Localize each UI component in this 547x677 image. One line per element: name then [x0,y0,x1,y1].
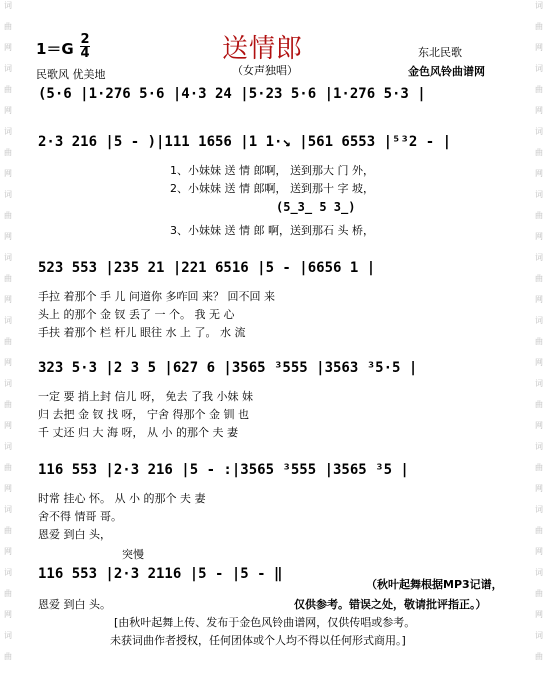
watermark-char: 曲 [535,22,543,31]
lyrics-row-3-verse-1: 手拉 着那个 手 儿 问道你 多咋回 来？ 回不回 来 [38,290,275,303]
transcriber-note-2: 仅供参考。错误之处，敬请批评指正。） [294,598,487,611]
watermark-char: 网 [535,484,543,493]
performance-type: （女声独唱） [232,64,298,77]
watermark-char: 网 [4,169,12,178]
watermark-char: 曲 [4,652,12,661]
lyrics-row-5-verse-2: 舍不得 情哥 哥。 [38,510,122,523]
watermark-char: 曲 [4,148,12,157]
watermark-char: 词 [4,1,12,10]
time-signature-bottom: 4 [80,46,90,61]
watermark-char: 词 [535,316,543,325]
watermark-char: 网 [535,43,543,52]
song-origin: 东北民歌 [418,46,462,59]
watermark-char: 曲 [4,400,12,409]
watermark-char: 词 [4,127,12,136]
watermark-char: 网 [535,547,543,556]
score-row-1: (5·6 |1·276 5·6 |4·3 24 |5·23 5·6 |1·276 5·3 | [38,86,426,102]
watermark-char: 曲 [535,274,543,283]
right-watermark-column [533,0,545,672]
lyrics-row-2-verse-1: 1、小妹妹 送 情 郎啊， 送到那大 门 外， [170,164,374,177]
lyrics-row-4-verse-3: 千 丈还 归 大 海 呀， 从 小 的那个 夫 妻 [38,426,238,439]
watermark-char: 词 [535,253,543,262]
lyrics-row-2-verse-3: 3、小妹妹 送 情 郎 啊，送到那石 头 桥， [170,224,374,237]
watermark-char: 词 [535,190,543,199]
footer-line-2: 未获词曲作者授权，任何团体或个人均不得以任何形式商用。] [110,634,406,647]
watermark-char: 词 [535,505,543,514]
watermark-char: 网 [535,232,543,241]
interlude-notes: (5̲3̲ 5 3̲) [276,200,356,214]
watermark-char: 词 [4,64,12,73]
watermark-char: 曲 [535,589,543,598]
time-signature [80,34,90,59]
lyrics-row-3-verse-2: 头上 的那个 金 钗 丢了 一 个。 我 无 心 [38,308,235,321]
watermark-char: 词 [4,631,12,640]
time-signature-top: 2 [80,32,90,47]
lyrics-row-5-verse-1: 时常 挂心 怀。 从 小 的那个 夫 妻 [38,492,206,505]
watermark-char: 曲 [535,652,543,661]
watermark-char: 词 [4,316,12,325]
watermark-char: 网 [535,106,543,115]
watermark-char: 词 [4,442,12,451]
score-row-6: 116 553 |2·3 2116 |5 - |5 - ‖ [38,566,283,582]
footer-line-1: [由秋叶起舞上传、发布于金色风铃曲谱网，仅供传唱或参考。 [114,616,416,629]
transcriber-note-1: （秋叶起舞根据MP3记谱， [366,578,503,591]
key-signature: 1＝G [36,40,74,58]
watermark-char: 曲 [535,400,543,409]
tempo-marking: 突慢 [122,548,144,561]
watermark-char: 网 [4,484,12,493]
watermark-char: 词 [4,379,12,388]
score-row-5: 116 553 |2·3 216 |5 - :|3565 ³555 |3565 ³5 | [38,462,409,478]
watermark-char: 词 [535,631,543,640]
watermark-char: 网 [4,232,12,241]
watermark-char: 网 [535,169,543,178]
score-row-3: 523 553 |235 21 |221 6516 |5 - |6656 1 | [38,260,376,276]
watermark-char: 词 [4,505,12,514]
performance-style: 民歌风 优美地 [36,68,106,81]
watermark-char: 曲 [4,337,12,346]
watermark-char: 词 [535,442,543,451]
watermark-char: 曲 [535,148,543,157]
watermark-char: 网 [535,358,543,367]
watermark-char: 网 [4,421,12,430]
watermark-char: 词 [535,64,543,73]
watermark-char: 词 [535,568,543,577]
watermark-char: 网 [4,358,12,367]
left-watermark-column [2,0,14,672]
watermark-char: 网 [4,106,12,115]
watermark-char: 词 [4,568,12,577]
watermark-char: 网 [4,295,12,304]
score-row-2: 2·3 216 |5 - )|111 1656 |1 1·↘ |561 6553 |⁵³2 - | [38,134,452,150]
watermark-char: 曲 [535,211,543,220]
watermark-char: 词 [4,190,12,199]
watermark-char: 曲 [4,526,12,535]
song-title: 送情郎 [222,34,304,64]
lyrics-row-3-verse-3: 手扶 着那个 栏 杆儿 眼往 水 上 了。 水 流 [38,326,246,339]
lyrics-row-6: 恩爱 到白 头。 [38,598,111,611]
watermark-char: 网 [535,295,543,304]
watermark-char: 曲 [535,463,543,472]
lyrics-row-5-verse-3: 恩爱 到白 头， [38,528,111,541]
watermark-char: 曲 [535,85,543,94]
lyrics-row-4-verse-1: 一定 要 捎上封 信儿 呀， 免去 了我 小妹 妹 [38,390,253,403]
lyrics-row-4-verse-2: 归 去把 金 钗 找 呀， 宁舍 得那个 金 钏 也 [38,408,249,421]
lyrics-row-2-verse-2: 2、小妹妹 送 情 郎啊， 送到那十 字 坡， [170,182,374,195]
watermark-char: 网 [4,610,12,619]
watermark-char: 词 [535,127,543,136]
watermark-char: 曲 [4,85,12,94]
watermark-char: 曲 [535,337,543,346]
watermark-char: 网 [535,421,543,430]
watermark-char: 词 [4,253,12,262]
watermark-char: 曲 [4,274,12,283]
watermark-char: 曲 [535,526,543,535]
watermark-char: 曲 [4,211,12,220]
watermark-char: 网 [4,43,12,52]
watermark-char: 词 [535,379,543,388]
score-source: 金色风铃曲谱网 [408,65,485,78]
watermark-char: 网 [4,547,12,556]
score-row-4: 323 5·3 |2 3 5 |627 6 |3565 ³555 |3563 ³5·5 | [38,360,418,376]
watermark-char: 曲 [4,463,12,472]
watermark-char: 网 [535,610,543,619]
watermark-char: 曲 [4,589,12,598]
watermark-char: 词 [535,1,543,10]
watermark-char: 曲 [4,22,12,31]
